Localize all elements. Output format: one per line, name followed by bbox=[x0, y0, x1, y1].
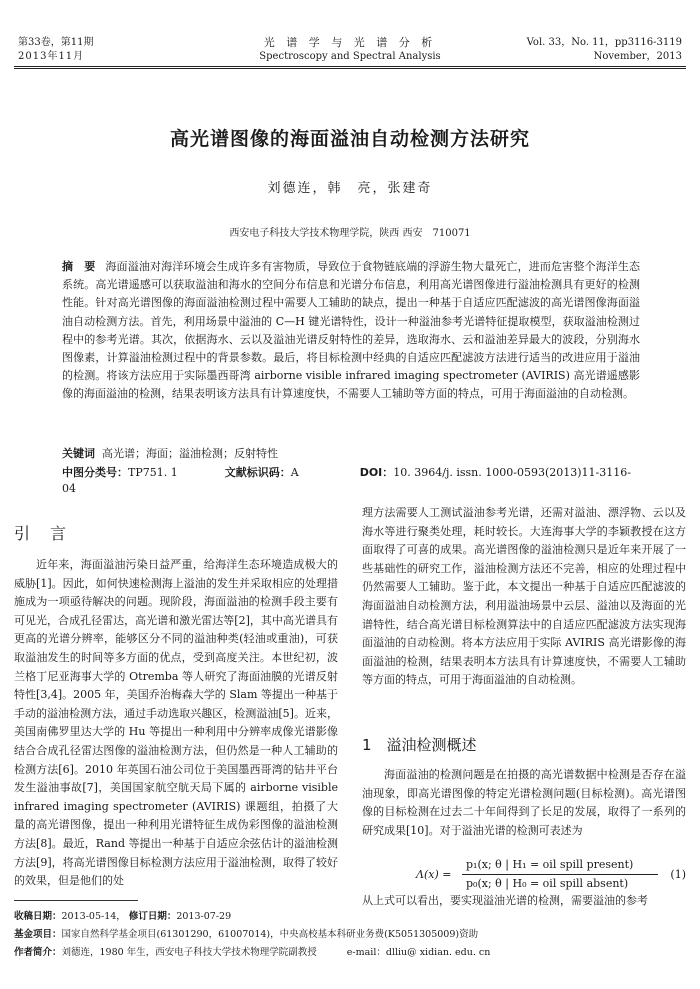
section-1-paragraph: 海面溢油的检测问题是在拍摄的高光谱数据中检测是否存在溢油现象，即高光谱图像的特定光谱检测问题(目标检测)。高光谱图像的目标检测在过去二十年间得到了长足的发展，取得了一系列的研究成果[10]。对于溢油光谱的检测可表述为 bbox=[362, 768, 686, 837]
publication-date: 2013年11月 bbox=[18, 51, 85, 62]
clc-label: 中图分类号： bbox=[62, 466, 128, 479]
section-heading-1: 1 溢油检测概述 bbox=[362, 736, 477, 754]
author-bio-label: 作者简介： bbox=[14, 947, 62, 958]
introduction-body bbox=[14, 556, 338, 891]
doc-code-value: A bbox=[290, 466, 299, 479]
abstract-label: 摘 要 bbox=[62, 260, 96, 273]
fund-text: 国家自然科学基金项目(61301290，61007014)，中央高校基本科研业务费(K5051305009)资助 bbox=[61, 929, 479, 940]
footnote-dates bbox=[14, 910, 686, 924]
keywords-text: 高光谱；海面；溢油检测；反射特性 bbox=[102, 447, 278, 460]
section-heading-introduction: 引 言 bbox=[14, 524, 69, 543]
abstract-line: 海面溢油对海洋环境会生成许多有害物质，导致位于食物链底端的浮游生物大量死亡，进而危害 bbox=[105, 260, 574, 273]
footnote-funding bbox=[14, 928, 686, 942]
volume-pages-en: Vol. 33，No. 11，pp3116-3119 bbox=[526, 37, 682, 48]
classification-line bbox=[62, 465, 640, 497]
introduction-paragraph: 近年来，海面溢油污染日益严重，给海洋生态环境造成极大的威胁[1]。因此，如何快速检测海上溢油的发生并采取相应的处理措施成为一项亟待解决的问题。现阶段，海面溢油的检测手段主要有可见光，合成孔径雷达，高光谱和激光雷达等[2]，其中高光谱具有更高的光谱分辨率，能够区分不同的溢油种类(轻油或重油)，可获取溢油发生的时间等多方面的优点，受到高度关注。本世纪初，波兰格丁尼亚海事大学的 Otremba 等人研究了海面油膜的光谱反射特性[3,4]。2005 年，美国乔治梅森大学的 Slam 等提出一种基于手动的溢油检测方法，通过手动选取兴趣区，检测溢油[5]。近来，美国南佛罗里达大学的 Hu 等提出一种利用中分辨率成像光谱影像结合合成孔径雷达图像的溢油检测方法，但仍然是一种人工辅助的检测方法[6]。2010 年英国石油公司位于美国墨西哥湾的钻井平台发生溢油事故[7]，美国国家航空航天局下属的 airborne visible infrared imaging spectrometer (AVIRIS) 课题组，拍摄了大量的高光谱图像，提出一种利用光谱特征生成伪彩图像的溢油检测方法[8]。最近，Rand 等提出一种基于自适应余弦估计的溢油检测方法[9]，将高光谱图像目标检测方法应用于溢油检测，取得了较好的效果，但是他们的处 bbox=[14, 558, 338, 888]
paper-title: 高光谱图像的海面溢油自动检测方法研究 bbox=[169, 128, 530, 150]
footnote-rule bbox=[14, 900, 138, 901]
section-1-paragraph-continued: 从上式可以看出，要实现溢油光谱的检测，需要溢油的参考 bbox=[362, 894, 648, 907]
equation-denominator: p₀(x; θ | H₀ = oil spill absent) bbox=[466, 877, 629, 890]
abstract-line: 西哥湾 airborne visible infrared imaging spectrometer (AVIRIS) 高光谱遥感影像的海面溢油的检测，结果表明 bbox=[62, 369, 640, 401]
abstract-line: 计一种溢油参考光谱特征提取模型，获取溢油检测过程中的参考光谱。其次，依据海水、云以及溢油光谱反 bbox=[62, 314, 640, 346]
header-rule bbox=[14, 66, 686, 67]
abstract-line: 整个海洋生态系统。高光谱遥感可以获取溢油和海水的空间分布信息和光谱分布信息，利用高光谱图像进 bbox=[62, 260, 641, 292]
journal-pages-info bbox=[527, 36, 682, 64]
equation-number: (1) bbox=[670, 868, 686, 881]
introduction-continued-paragraph: 理方法需要人工测试溢油参考光谱，还需对溢油、漂浮物、云以及海水等进行聚类处理，耗时较长。大连海事大学的李颖教授在这方面取得了可喜的成果。高光谱图像的溢油检测只是近年来开展了一些基础性的研究工作，溢油检测方法还不完善，相应的处理过程中仍然需要人工辅助。鉴于此，本文提出一种基于自适应匹配滤波的海面溢油自动检测方法，利用溢油场景中云层、溢油以及海面的光谱特性，结合高光谱目标检测算法中的自适应匹配滤波方法实现海面溢油的自动检测。将本方法应用于实际 AVIRIS 高光谱影像的海面溢油的检测，结果表明本方法具有计算速度快，不需要人工辅助等方面的特点，可用于海面溢油的自动检测。 bbox=[362, 506, 686, 687]
received-label: 收稿日期： bbox=[14, 911, 62, 922]
abstract-line: 后，将目标检测中经典的自适应匹配滤波方法进行适当的改进应用于溢油的检测。将该方法应用于实际墨 bbox=[62, 351, 641, 383]
equation-1 bbox=[362, 858, 686, 892]
author-bio-text: 刘德连，1980 年生，西安电子科技大学技术物理学院副教授 bbox=[61, 947, 317, 958]
abstract-line: 该方法具有计算速度快，不需要人工辅助等方面的特点，可用于海面溢油的自动检测。 bbox=[216, 387, 634, 401]
paper-authors: 刘德连，韩 亮，张建奇 bbox=[267, 181, 433, 196]
equation-lhs: Λ(x) = bbox=[416, 868, 452, 881]
section-1-body bbox=[362, 766, 686, 840]
revised-date: 2013-07-29 bbox=[176, 911, 232, 922]
abstract-line: 基于自适应匹配滤波的高光谱图像海面溢油自动检测方法。首先，利用场景中溢油的 C—H 键光谱特性，设 bbox=[62, 296, 640, 328]
doi-value: 10. 3964/j. issn. 1000-0593(2013)11-3116-04 bbox=[62, 466, 631, 495]
journal-name-cn: 光 谱 学 与 光 谱 分 析 bbox=[263, 36, 437, 49]
header-rule-thin bbox=[14, 68, 686, 69]
doi-label: DOI： bbox=[359, 466, 394, 479]
revised-label: 修订日期： bbox=[128, 911, 177, 922]
section-1-continued bbox=[362, 892, 686, 911]
volume-issue: 第33卷，第11期 bbox=[18, 37, 94, 48]
right-column-top bbox=[362, 504, 686, 690]
publication-date-en: November，2013 bbox=[593, 51, 682, 62]
equation-numerator: p₁(x; θ | H₁ = oil spill present) bbox=[466, 858, 634, 871]
abstract bbox=[62, 258, 640, 404]
author-affiliation: 西安电子科技大学技术物理学院，陕西 西安 710071 bbox=[229, 228, 471, 239]
fraction-bar bbox=[462, 874, 658, 875]
abstract-line: 射特性的差异，选取海水、云和溢油差异最大的波段，分别海水图像素，计算溢油检测过程中的背景参数。最 bbox=[62, 332, 641, 365]
received-date: 2013-05-14， bbox=[61, 911, 126, 922]
keywords-label: 关键词 bbox=[62, 447, 95, 460]
journal-name-en: Spectroscopy and Spectral Analysis bbox=[259, 51, 441, 62]
doc-code-label: 文献标识码： bbox=[224, 466, 291, 479]
abstract-line: 行溢油检测具有更好的检测性能。针对高光谱图像的海面溢油检测过程中需要人工辅助的缺点，提出一种 bbox=[62, 278, 640, 310]
keywords bbox=[62, 446, 278, 462]
footnote-author bbox=[14, 946, 686, 960]
author-email: e-mail：dlliu@ xidian. edu. cn bbox=[346, 947, 491, 958]
clc-value: TP751. 1 bbox=[128, 466, 178, 479]
fund-label: 基金项目： bbox=[14, 929, 62, 940]
